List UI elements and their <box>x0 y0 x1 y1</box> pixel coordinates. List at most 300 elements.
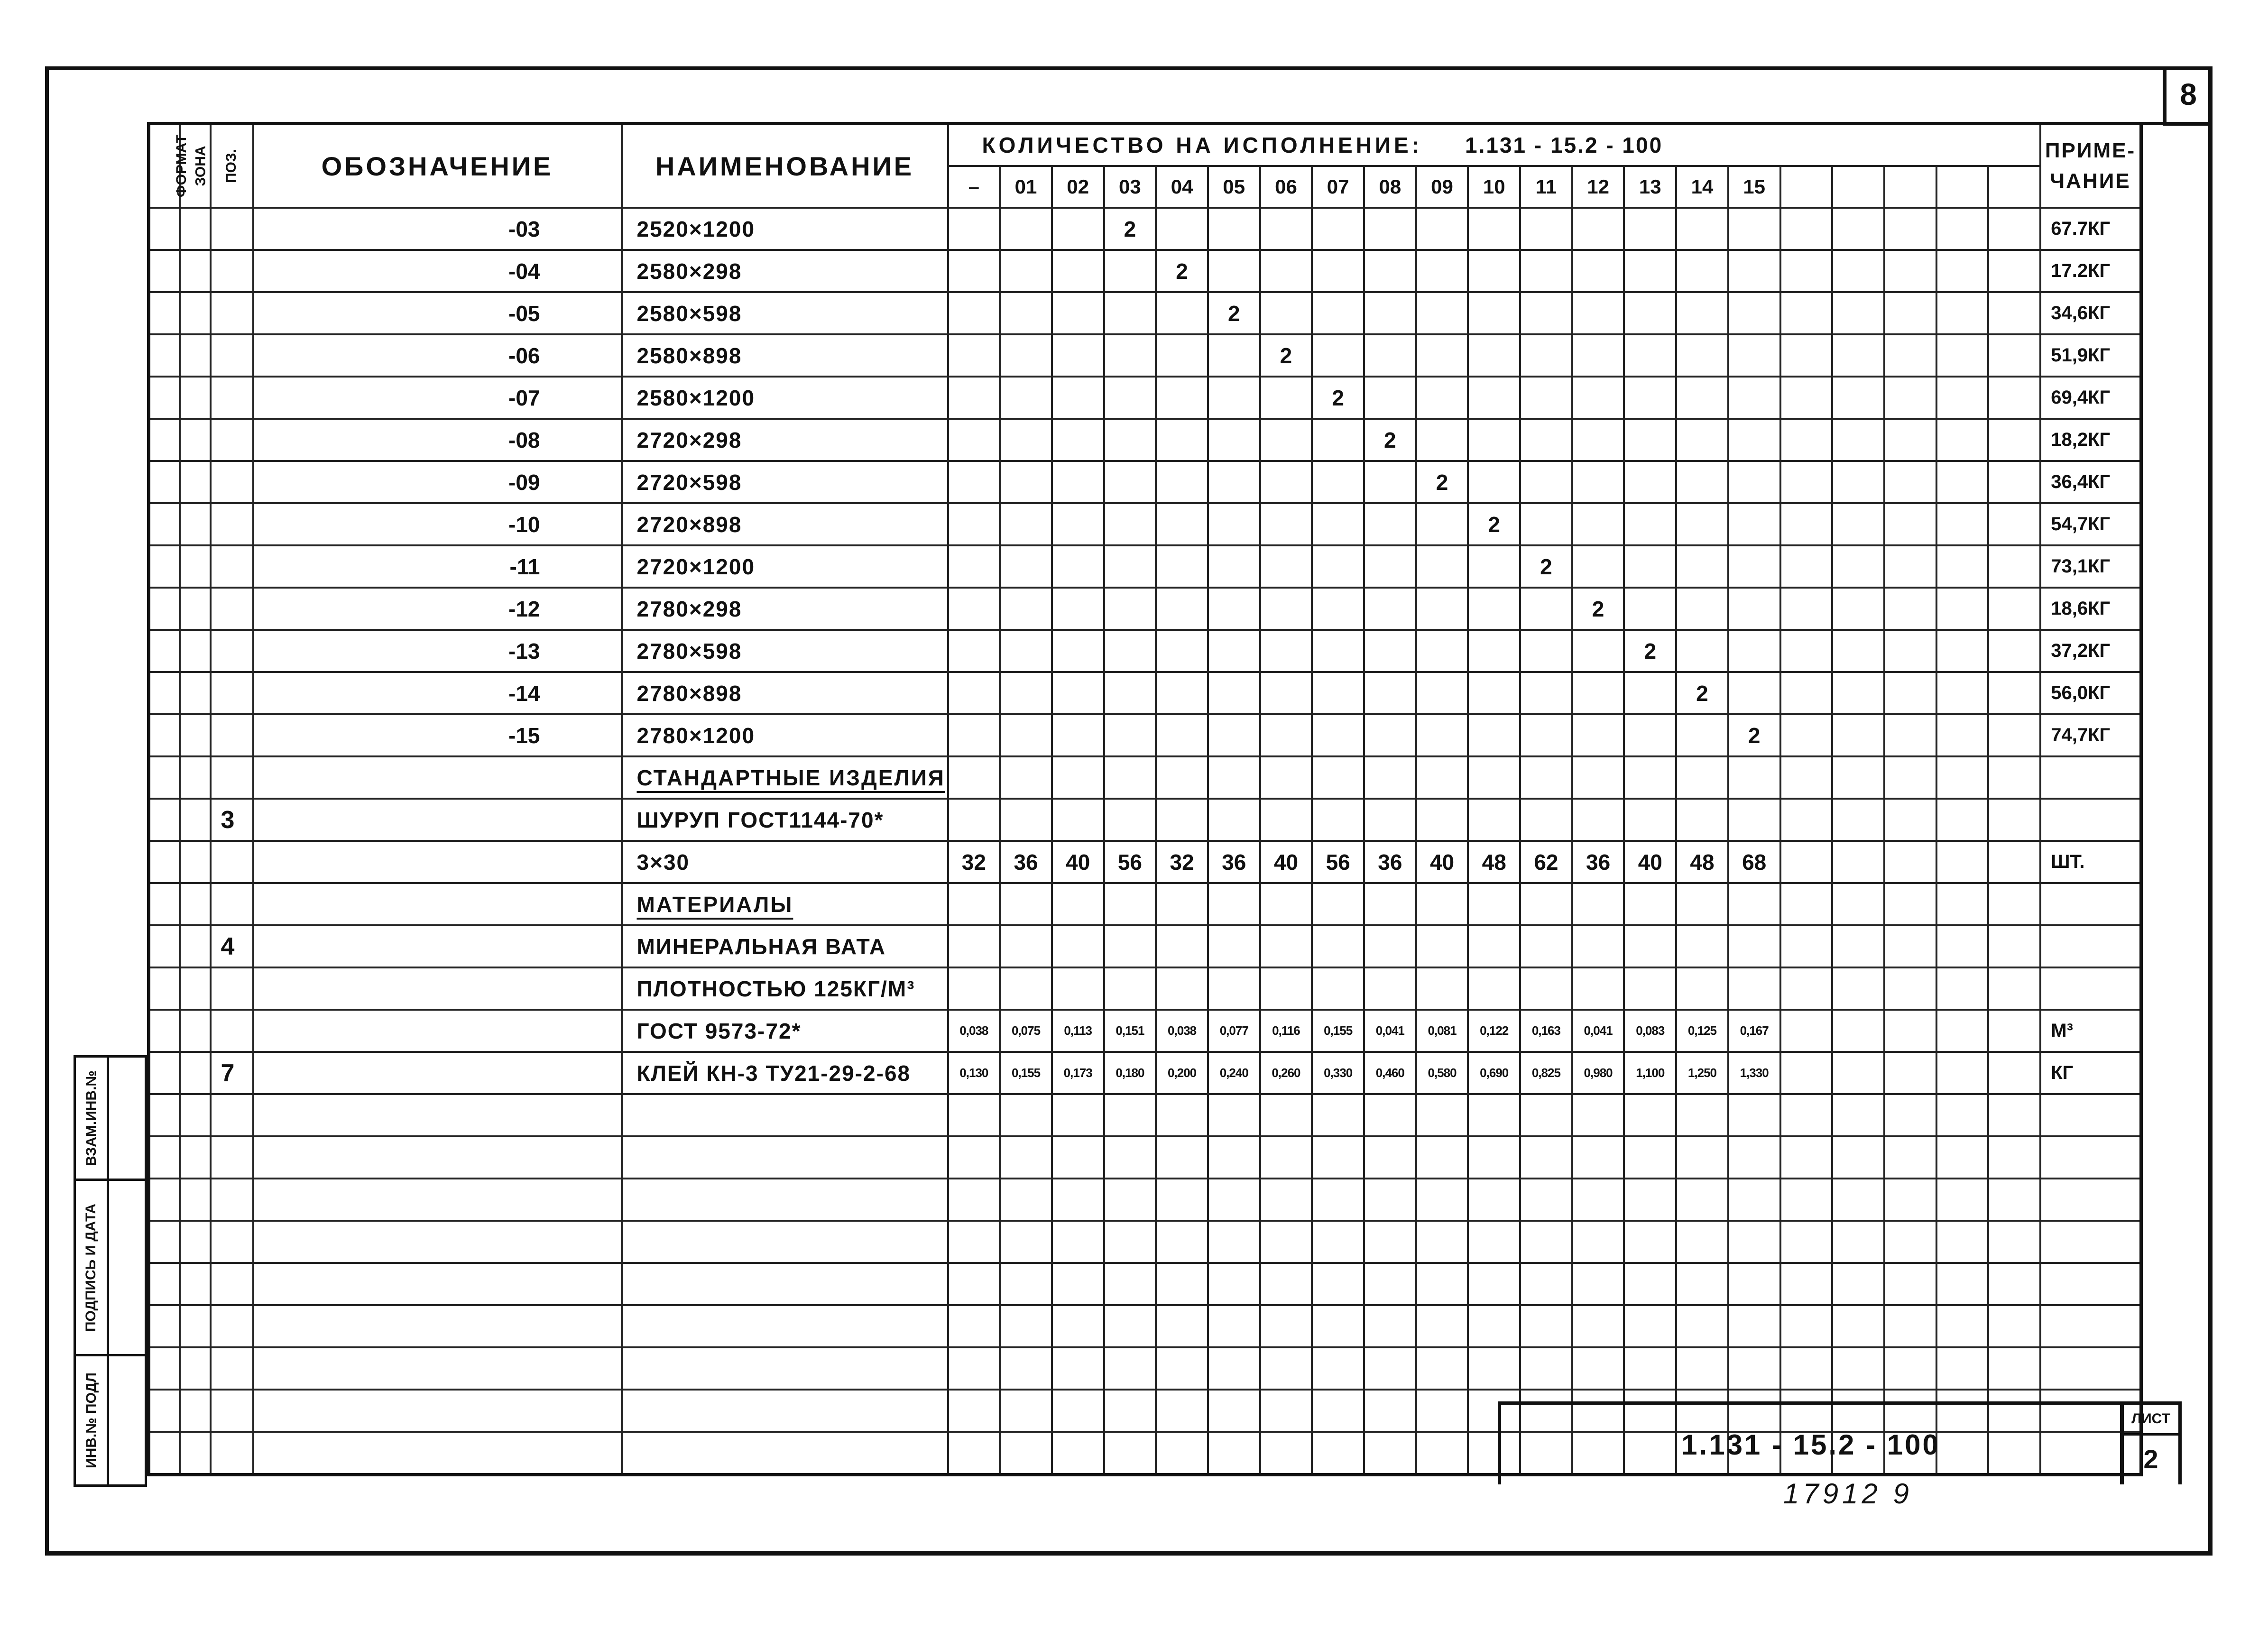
quantity-cell: 2 <box>1104 208 1156 250</box>
table-row <box>149 545 2141 588</box>
variant-header-cell: 10 <box>1468 166 1520 208</box>
empty-row <box>149 1221 2141 1263</box>
quantity-cell: 0,580 <box>1416 1052 1468 1094</box>
empty-cell <box>211 1136 253 1179</box>
quantity-header <box>948 124 2041 166</box>
empty-cell <box>1780 1263 1833 1305</box>
quantity-cell <box>1884 588 1936 630</box>
zone-cell <box>180 377 211 419</box>
side-cell-vzam-inv <box>74 1055 147 1181</box>
quantity-cell <box>1832 208 1884 250</box>
empty-cell <box>180 1390 211 1432</box>
quantity-cell <box>1624 756 1676 799</box>
quantity-cell <box>1104 883 1156 925</box>
col-note-header <box>2040 124 2141 208</box>
quantity-cell <box>1520 292 1572 334</box>
quantity-cell <box>1000 503 1052 545</box>
quantity-cell <box>1520 377 1572 419</box>
note-cell: 54,7КГ <box>2040 503 2141 545</box>
designation-cell: -10 <box>253 503 622 545</box>
quantity-cell <box>1468 588 1520 630</box>
empty-cell <box>1624 1179 1676 1221</box>
zone-cell <box>180 756 211 799</box>
quantity-cell: 0,163 <box>1520 1010 1572 1052</box>
quantity-cell <box>1832 714 1884 756</box>
empty-cell <box>211 1221 253 1263</box>
empty-cell <box>211 1094 253 1136</box>
empty-cell <box>1728 1347 1780 1390</box>
note-cell <box>2040 799 2141 841</box>
quantity-cell <box>1676 588 1728 630</box>
quantity-cell: 56 <box>1104 841 1156 883</box>
quantity-cell <box>1104 714 1156 756</box>
designation-cell: -11 <box>253 545 622 588</box>
quantity-cell <box>1000 925 1052 967</box>
quantity-cell <box>1468 672 1520 714</box>
pos-cell <box>211 292 253 334</box>
quantity-cell <box>1832 503 1884 545</box>
empty-cell <box>149 1263 180 1305</box>
zone-cell <box>180 419 211 461</box>
quantity-cell <box>1780 208 1833 250</box>
empty-cell <box>1260 1179 1312 1221</box>
designation-cell: -13 <box>253 630 622 672</box>
side-cell-sign-date <box>74 1179 147 1356</box>
quantity-cell <box>1624 588 1676 630</box>
format-cell <box>149 292 180 334</box>
designation-cell: -06 <box>253 334 622 377</box>
quantity-cell <box>1312 419 1364 461</box>
quantity-cell: 0,038 <box>1156 1010 1208 1052</box>
quantity-cell <box>1260 419 1312 461</box>
quantity-cell <box>1520 461 1572 503</box>
note-cell: 18,2КГ <box>2040 419 2141 461</box>
empty-cell <box>211 1390 253 1432</box>
quantity-cell <box>1416 630 1468 672</box>
empty-cell <box>2040 1179 2141 1221</box>
empty-cell <box>1052 1179 1104 1221</box>
quantity-cell <box>1936 841 1989 883</box>
quantity-cell <box>1208 967 1260 1010</box>
quantity-cell <box>1052 714 1104 756</box>
quantity-cell: 68 <box>1728 841 1780 883</box>
quantity-cell: 56 <box>1312 841 1364 883</box>
quantity-cell <box>1260 588 1312 630</box>
quantity-cell <box>1780 630 1833 672</box>
empty-cell <box>1156 1390 1208 1432</box>
quantity-cell <box>1052 588 1104 630</box>
quantity-cell <box>1000 756 1052 799</box>
quantity-cell <box>1312 756 1364 799</box>
empty-cell <box>1988 1263 2040 1305</box>
empty-cell <box>1000 1305 1052 1347</box>
quantity-cell <box>1416 545 1468 588</box>
quantity-cell: 0,460 <box>1364 1052 1416 1094</box>
empty-cell <box>1676 1221 1728 1263</box>
empty-cell <box>1416 1221 1468 1263</box>
quantity-cell <box>1780 756 1833 799</box>
empty-cell <box>1832 1221 1884 1263</box>
quantity-cell <box>1208 545 1260 588</box>
quantity-cell <box>1520 714 1572 756</box>
quantity-cell <box>1624 250 1676 292</box>
empty-cell <box>1728 1221 1780 1263</box>
designation-cell <box>253 799 622 841</box>
empty-cell <box>1572 1136 1624 1179</box>
quantity-cell: 0,260 <box>1260 1052 1312 1094</box>
empty-cell <box>1884 1094 1936 1136</box>
empty-cell <box>1988 1305 2040 1347</box>
empty-row <box>149 1094 2141 1136</box>
quantity-cell <box>1468 250 1520 292</box>
quantity-cell <box>1624 883 1676 925</box>
quantity-cell <box>1000 334 1052 377</box>
empty-cell <box>1000 1347 1052 1390</box>
designation-cell <box>253 883 622 925</box>
quantity-cell <box>1988 756 2040 799</box>
quantity-cell: 40 <box>1260 841 1312 883</box>
quantity-cell <box>1208 672 1260 714</box>
quantity-cell <box>1156 208 1208 250</box>
quantity-cell <box>948 630 1000 672</box>
variant-header-cell <box>1988 166 2040 208</box>
quantity-cell <box>1104 588 1156 630</box>
empty-cell <box>1260 1432 1312 1475</box>
quantity-cell: 2 <box>1520 545 1572 588</box>
empty-cell <box>1416 1179 1468 1221</box>
table-row <box>149 630 2141 672</box>
zone-cell <box>180 461 211 503</box>
zone-cell <box>180 799 211 841</box>
empty-cell <box>948 1390 1000 1432</box>
empty-cell <box>253 1305 622 1347</box>
zone-cell <box>180 588 211 630</box>
quantity-cell <box>1468 545 1520 588</box>
col-designation-header: ОБОЗНАЧЕНИЕ <box>253 124 622 208</box>
quantity-cell <box>1104 967 1156 1010</box>
quantity-cell: 0,151 <box>1104 1010 1156 1052</box>
quantity-cell <box>1104 377 1156 419</box>
quantity-cell <box>1780 461 1833 503</box>
format-cell <box>149 334 180 377</box>
pos-cell <box>211 714 253 756</box>
format-cell <box>149 419 180 461</box>
quantity-cell <box>1676 250 1728 292</box>
empty-cell <box>1676 1305 1728 1347</box>
format-cell <box>149 250 180 292</box>
empty-cell <box>253 1179 622 1221</box>
quantity-cell: 1,330 <box>1728 1052 1780 1094</box>
variant-header-cell: 11 <box>1520 166 1572 208</box>
quantity-cell <box>1312 292 1364 334</box>
format-cell <box>149 672 180 714</box>
quantity-cell <box>1052 334 1104 377</box>
quantity-cell <box>1104 672 1156 714</box>
empty-cell <box>149 1432 180 1475</box>
table-row <box>149 1010 2141 1052</box>
quantity-cell <box>948 967 1000 1010</box>
variant-header-cell: 14 <box>1676 166 1728 208</box>
zone-cell <box>180 714 211 756</box>
pos-cell <box>211 672 253 714</box>
quantity-cell: 0,155 <box>1312 1010 1364 1052</box>
empty-cell <box>1104 1136 1156 1179</box>
empty-cell <box>1156 1305 1208 1347</box>
quantity-cell <box>1936 377 1989 419</box>
quantity-cell <box>1780 334 1833 377</box>
empty-cell <box>1676 1136 1728 1179</box>
quantity-cell <box>1676 461 1728 503</box>
variant-header-cell: 06 <box>1260 166 1312 208</box>
quantity-cell: 2 <box>1156 250 1208 292</box>
quantity-cell <box>1936 250 1989 292</box>
quantity-cell <box>1728 461 1780 503</box>
quantity-cell <box>1884 545 1936 588</box>
variant-header-cell: 15 <box>1728 166 1780 208</box>
pos-cell <box>211 545 253 588</box>
empty-cell <box>1624 1305 1676 1347</box>
quantity-cell <box>1988 545 2040 588</box>
empty-cell <box>1780 1094 1833 1136</box>
format-cell <box>149 799 180 841</box>
quantity-cell <box>1572 883 1624 925</box>
empty-cell <box>1624 1094 1676 1136</box>
quantity-cell <box>1000 419 1052 461</box>
quantity-cell <box>1364 630 1416 672</box>
empty-cell <box>1312 1263 1364 1305</box>
quantity-cell <box>1520 756 1572 799</box>
empty-cell <box>180 1136 211 1179</box>
quantity-cell <box>1832 1010 1884 1052</box>
quantity-cell <box>1052 503 1104 545</box>
quantity-cell <box>1520 672 1572 714</box>
quantity-cell <box>1884 714 1936 756</box>
quantity-cell <box>1936 925 1989 967</box>
empty-cell <box>1728 1305 1780 1347</box>
empty-cell <box>1052 1094 1104 1136</box>
quantity-cell: 0,113 <box>1052 1010 1104 1052</box>
empty-cell <box>1728 1263 1780 1305</box>
quantity-cell <box>1832 377 1884 419</box>
quantity-cell <box>1572 208 1624 250</box>
variant-header-cell <box>1832 166 1884 208</box>
quantity-cell <box>1884 208 1936 250</box>
zone-cell <box>180 841 211 883</box>
quantity-cell <box>1104 756 1156 799</box>
note-cell <box>2040 967 2141 1010</box>
empty-cell <box>1260 1263 1312 1305</box>
empty-cell <box>2040 1094 2141 1136</box>
quantity-cell <box>1312 545 1364 588</box>
empty-cell <box>1000 1390 1052 1432</box>
empty-cell <box>1624 1347 1676 1390</box>
empty-cell <box>622 1390 948 1432</box>
quantity-cell <box>1104 250 1156 292</box>
variant-header-cell <box>1936 166 1989 208</box>
quantity-cell <box>1156 883 1208 925</box>
empty-cell <box>1208 1094 1260 1136</box>
quantity-cell <box>1572 461 1624 503</box>
quantity-cell <box>1260 967 1312 1010</box>
quantity-cell <box>1208 461 1260 503</box>
empty-cell <box>1416 1094 1468 1136</box>
quantity-cell <box>1364 588 1416 630</box>
quantity-cell <box>1416 714 1468 756</box>
zone-cell <box>180 208 211 250</box>
quantity-cell: 0,180 <box>1104 1052 1156 1094</box>
empty-cell <box>948 1432 1000 1475</box>
quantity-cell <box>1468 630 1520 672</box>
quantity-cell <box>1936 799 1989 841</box>
quantity-cell <box>1208 503 1260 545</box>
quantity-cell <box>1156 545 1208 588</box>
quantity-cell <box>1208 714 1260 756</box>
empty-cell <box>1000 1179 1052 1221</box>
quantity-cell <box>1988 1010 2040 1052</box>
note-header-line1: ПРИМЕ- <box>2045 139 2136 162</box>
quantity-cell: 0,155 <box>1000 1052 1052 1094</box>
variant-header-cell: 01 <box>1000 166 1052 208</box>
quantity-cell <box>1832 841 1884 883</box>
quantity-cell <box>1988 799 2040 841</box>
pos-cell <box>211 630 253 672</box>
variant-header-cell <box>1780 166 1833 208</box>
quantity-cell <box>1000 461 1052 503</box>
quantity-cell: 0,200 <box>1156 1052 1208 1094</box>
quantity-cell <box>1936 334 1989 377</box>
empty-cell <box>1156 1221 1208 1263</box>
quantity-cell <box>1676 883 1728 925</box>
quantity-cell <box>1208 799 1260 841</box>
quantity-cell: 0,038 <box>948 1010 1000 1052</box>
table-row <box>149 1052 2141 1094</box>
quantity-cell <box>1832 799 1884 841</box>
quantity-cell: 2 <box>1416 461 1468 503</box>
empty-cell <box>1156 1263 1208 1305</box>
empty-cell <box>1884 1179 1936 1221</box>
table-row <box>149 208 2141 250</box>
quantity-cell <box>1364 756 1416 799</box>
quantity-cell <box>1468 756 1520 799</box>
title-block-list <box>2120 1401 2182 1484</box>
quantity-cell <box>1936 672 1989 714</box>
empty-cell <box>1676 1179 1728 1221</box>
quantity-cell <box>1260 503 1312 545</box>
empty-cell <box>622 1432 948 1475</box>
quantity-cell <box>1728 672 1780 714</box>
title-block-document: 1.131 - 15.2 - 100 <box>1498 1401 2124 1484</box>
table-row <box>149 292 2141 334</box>
quantity-cell <box>1728 630 1780 672</box>
empty-cell <box>1208 1136 1260 1179</box>
quantity-cell <box>1052 208 1104 250</box>
empty-cell <box>1884 1347 1936 1390</box>
note-cell: 74,7КГ <box>2040 714 2141 756</box>
empty-cell <box>253 1136 622 1179</box>
quantity-cell <box>1832 967 1884 1010</box>
quantity-doc: 1.131 - 15.2 - 100 <box>1465 133 1663 157</box>
empty-cell <box>622 1305 948 1347</box>
quantity-cell <box>1364 799 1416 841</box>
zone-cell <box>180 503 211 545</box>
empty-cell <box>2040 1136 2141 1179</box>
empty-cell <box>948 1263 1000 1305</box>
quantity-cell <box>1988 841 2040 883</box>
empty-cell <box>1416 1263 1468 1305</box>
quantity-cell <box>948 883 1000 925</box>
quantity-cell <box>1988 714 2040 756</box>
pos-cell <box>211 967 253 1010</box>
name-cell: 2780×1200 <box>622 714 948 756</box>
col-name-header: НАИМЕНОВАНИЕ <box>622 124 948 208</box>
quantity-cell <box>948 672 1000 714</box>
quantity-cell <box>1728 292 1780 334</box>
quantity-cell <box>1364 503 1416 545</box>
quantity-cell <box>1884 461 1936 503</box>
quantity-cell <box>948 461 1000 503</box>
quantity-cell <box>1936 1010 1989 1052</box>
name-cell: СТАНДАРТНЫЕ ИЗДЕЛИЯ <box>622 756 948 799</box>
quantity-cell <box>1260 799 1312 841</box>
format-cell <box>149 967 180 1010</box>
empty-cell <box>1260 1094 1312 1136</box>
quantity-cell <box>1884 250 1936 292</box>
quantity-cell <box>1052 377 1104 419</box>
empty-cell <box>622 1136 948 1179</box>
quantity-cell <box>1572 799 1624 841</box>
quantity-cell <box>1312 503 1364 545</box>
pos-cell <box>211 250 253 292</box>
note-cell <box>2040 883 2141 925</box>
quantity-cell <box>1468 799 1520 841</box>
empty-cell <box>1676 1094 1728 1136</box>
quantity-cell <box>1676 714 1728 756</box>
variant-header-cell: 05 <box>1208 166 1260 208</box>
empty-cell <box>1312 1136 1364 1179</box>
quantity-cell <box>1572 925 1624 967</box>
quantity-cell <box>1936 503 1989 545</box>
list-value: 2 <box>2143 1444 2158 1474</box>
variant-header-cell: 07 <box>1312 166 1364 208</box>
variant-header-cell <box>1884 166 1936 208</box>
quantity-cell <box>1624 714 1676 756</box>
quantity-cell <box>948 545 1000 588</box>
empty-cell <box>180 1432 211 1475</box>
empty-cell <box>1676 1263 1728 1305</box>
empty-cell <box>253 1432 622 1475</box>
name-cell: 2580×298 <box>622 250 948 292</box>
empty-cell <box>1884 1221 1936 1263</box>
empty-cell <box>1052 1263 1104 1305</box>
empty-cell <box>1364 1136 1416 1179</box>
quantity-cell <box>1208 334 1260 377</box>
quantity-cell <box>1156 588 1208 630</box>
empty-cell <box>1728 1179 1780 1221</box>
quantity-cell <box>1780 1010 1833 1052</box>
zone-cell <box>180 1010 211 1052</box>
quantity-cell <box>1520 630 1572 672</box>
variant-header-cell: 03 <box>1104 166 1156 208</box>
quantity-cell <box>1988 672 2040 714</box>
quantity-cell <box>1624 461 1676 503</box>
quantity-cell <box>1000 588 1052 630</box>
format-cell <box>149 1010 180 1052</box>
quantity-cell <box>1728 756 1780 799</box>
empty-cell <box>1572 1179 1624 1221</box>
quantity-cell: 0,173 <box>1052 1052 1104 1094</box>
quantity-cell <box>948 377 1000 419</box>
empty-cell <box>1988 1094 2040 1136</box>
